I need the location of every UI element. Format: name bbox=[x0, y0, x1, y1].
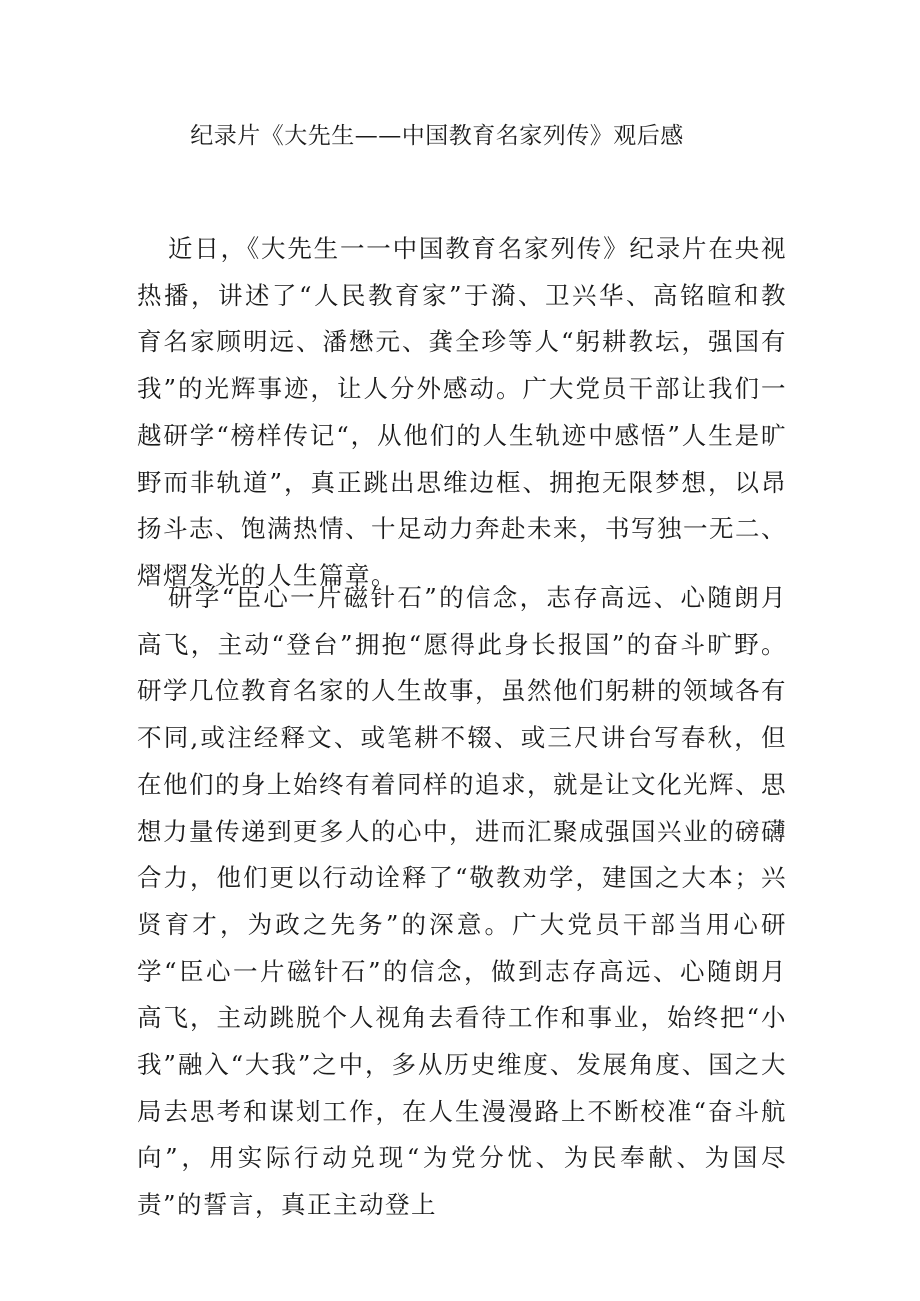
paragraph-2: 研学“臣心一片磁针石”的信念，志存高远、心随朗月高飞，主动“登台”拥抱“愿得此身长报国”的奋斗旷野。研学几位教育名家的人生故事，虽然他们躬耕的领域各有不同,或注经释文、或笔耕不辍、或三尺讲台写春秋，但在他们的身上始终有着同样的追求，就是让文化光辉、思想力量传递到更多人的心中，进而汇聚成强国兴业的磅礴合力，他们更以行动诠释了“敬教劝学，建国之大本；兴贤育才，为政之先务”的深意。广大党员干部当用心研学“臣心一片磁针石”的信念，做到志存高远、心随朗月高飞，主动跳脱个人视角去看待工作和事业，始终把“小我”融入“大我”之中，多从历史维度、发展角度、国之大局去思考和谋划工作，在人生漫漫路上不断校准“奋斗航向”，用实际行动兑现“为党分忧、为民奉献、为国尽责”的誓言，真正主动登上 bbox=[137, 583, 787, 1220]
paragraph-1: 近日，《大先生一一中国教育名家列传》纪录片在央视热播，讲述了“人民教育家”于漪、卫兴华、高铭暄和教育名家顾明远、潘懋元、龚全珍等人“躬耕教坛，强国有我”的光辉事迹，让人分外感动。广大党员干部让我们一越研学“榜样传记“，从他们的人生轨迹中感悟”人生是旷野而非轨道”，真正跳出思维边框、拥抱无限梦想，以昂扬斗志、饱满热情、十足动力奔赴未来，书写独一无二、熠熠发光的人生篇章。 bbox=[137, 234, 787, 590]
document-title: 纪录片《大先生——中国教育名家列传》观后感 bbox=[190, 123, 684, 149]
